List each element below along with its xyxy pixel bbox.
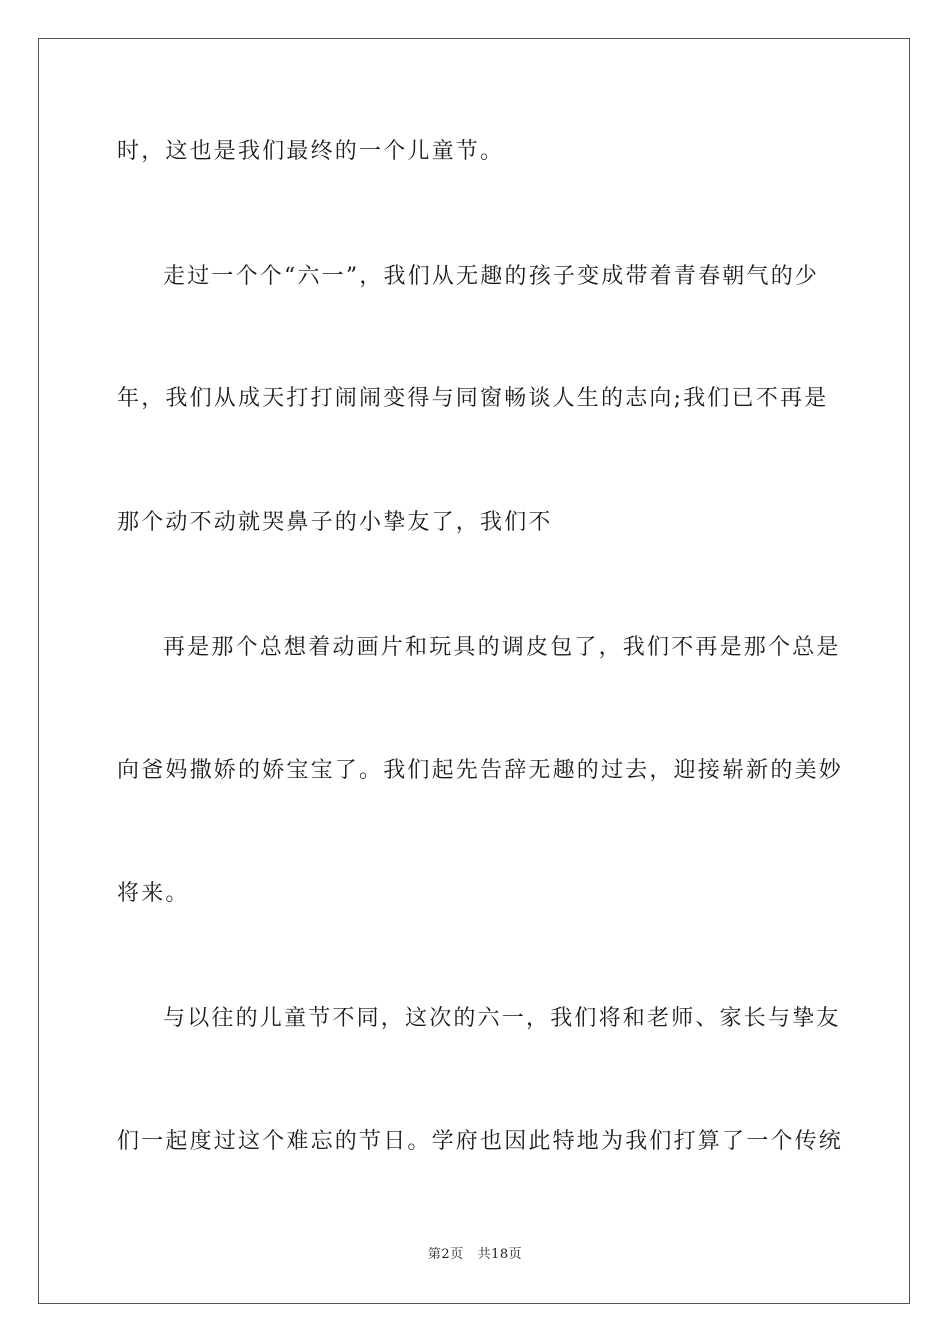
text-line: 与以往的儿童节不同，这次的六一，我们将和老师、家长与挚友 — [163, 1006, 841, 1031]
text-line: 向爸妈撒娇的娇宝宝了。我们起先告辞无趣的过去，迎接崭新的美妙 — [117, 758, 844, 783]
page-total: 共18页 — [477, 1247, 523, 1262]
page-number: 第2页 — [427, 1247, 464, 1262]
text-line: 年，我们从成天打打闹闹变得与同窗畅谈人生的志向;我们已不再是 — [117, 386, 829, 411]
text-line: 将来。 — [117, 881, 190, 906]
text-line: 时，这也是我们最终的一个儿童节。 — [117, 139, 505, 164]
text-line: 们一起度过这个难忘的节日。学府也因此特地为我们打算了一个传统 — [117, 1129, 844, 1154]
text-line: 走过一个个“六一”，我们从无趣的孩子变成带着青春朝气的少 — [163, 264, 820, 289]
text-line: 再是那个总想着动画片和玩具的调皮包了，我们不再是那个总是 — [163, 635, 841, 660]
page-footer — [0, 1246, 950, 1264]
page-border — [38, 38, 910, 1304]
text-line: 那个动不动就哭鼻子的小挚友了，我们不 — [117, 510, 553, 535]
